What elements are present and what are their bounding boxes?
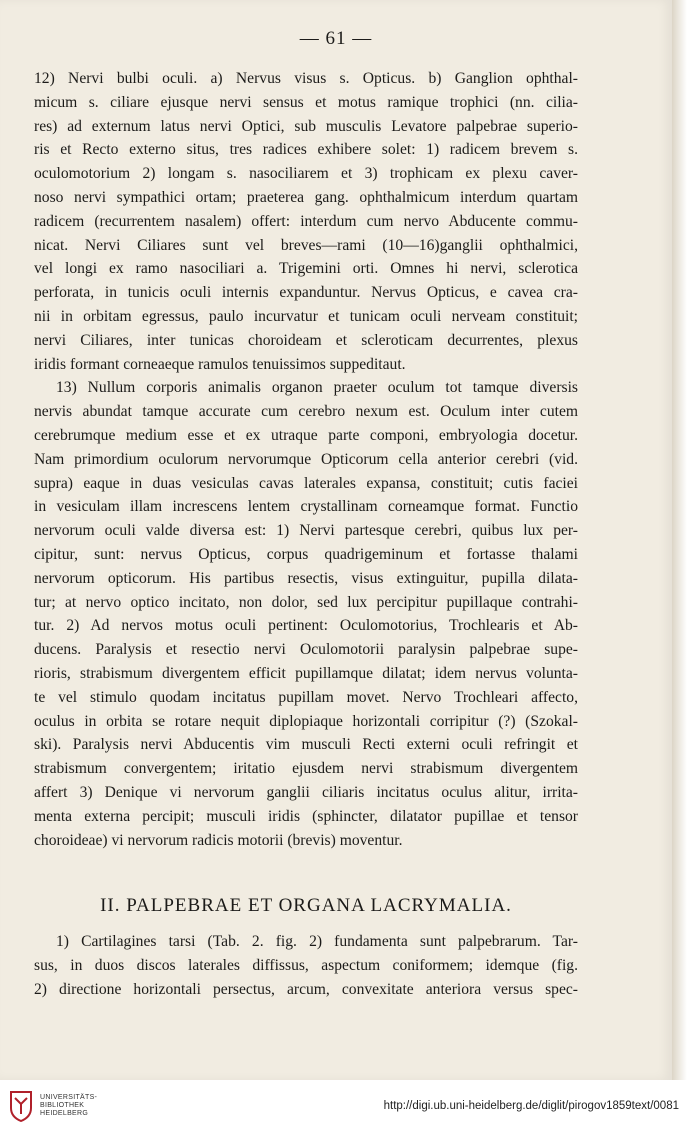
text-line: Nam primordium oculorum nervorumque Opticorum cella anterior cerebri (vid. bbox=[34, 450, 578, 468]
page-edge bbox=[672, 0, 687, 1080]
library-seal-icon bbox=[8, 1090, 34, 1122]
text-line: vel longi ex ramo nasociliari a. Trigemini orti. Omnes hi nervi, sclerotica bbox=[34, 260, 578, 278]
text-line: sus, in duos discos laterales diffissus, aspectum coniformem; idemque (fig. bbox=[34, 956, 578, 974]
text-line: nicat. Nervi Ciliares sunt vel breves—rami (10—16)ganglii ophthalmici, bbox=[34, 236, 578, 254]
text-line: cerebrumque medium esse et ex utraque parte componi, embryologia docetur. bbox=[34, 426, 578, 444]
text-line: rioris, strabismum divergentem efficit pupillamque dilatat; idem nervus volunta- bbox=[34, 664, 578, 682]
text-line: 12) Nervi bulbi oculi. a) Nervus visus s. Opticus. b) Ganglion ophthal- bbox=[34, 70, 578, 87]
text-line: radicem (recurrentem nasalem) offert: interdum cum nervo Abducente commu- bbox=[34, 212, 578, 230]
text-line: ducens. Paralysis et resectio nervi Oculomotorii paralysin palpebrae supe- bbox=[34, 641, 578, 659]
text-line: res) ad externum latus nervi Optici, sub musculis Levatore palpebrae superio- bbox=[34, 117, 578, 135]
text-line: oculomotorium 2) longam s. nasociliarem et 3) trophicam ex plexu caver- bbox=[34, 165, 578, 183]
text-line: supra) eaque in duas vesiculas cavas laterales expansa, constituit; cutis faciei bbox=[34, 474, 578, 492]
text-line: in vesiculam illam increscens lentem crystallinam corneamque format. Functio bbox=[34, 498, 578, 516]
text-line: nervorum opticorum. His partibus resectis, visus extinguitur, pupilla dilata- bbox=[34, 569, 578, 587]
text-line: nervis abundat tamque accurate cum cerebro nexum est. Oculum inter cutem bbox=[34, 403, 578, 421]
footer-bar bbox=[0, 1080, 687, 1134]
text-line: tur; at nervo optico incitato, non dolor, sed lux percipitur pupillaque contrahi- bbox=[34, 593, 578, 611]
text-line: strabismum convergentem; iritatio ejusdem nervi strabismum divergentem bbox=[34, 760, 578, 778]
text-line: nervi Ciliares, inter tunicas choroideam et scleroticam decurrentes, plexus bbox=[34, 331, 578, 349]
library-name bbox=[40, 1094, 97, 1118]
logo-line: UNIVERSITÄTS- bbox=[40, 1094, 98, 1101]
text-line: 1) Cartilagines tarsi (Tab. 2. fig. 2) fundamenta sunt palpebrarum. Tar- bbox=[56, 933, 578, 951]
library-logo bbox=[8, 1090, 97, 1122]
text-line: nii in orbitam egressus, paulo incurvatur et tunicam oculi nerveam constituit; bbox=[34, 307, 578, 325]
section-heading: II. PALPEBRAE ET ORGANA LACRYMALIA. bbox=[100, 895, 512, 917]
text-line: 2) directione horizontali persectus, arcum, convexitate anteriora versus spec- bbox=[34, 980, 578, 998]
text-line: ris et Recto externo situs, tres radices exhibere solet: 1) radicem brevem s. bbox=[34, 141, 578, 159]
text-line: ski). Paralysis nervi Abducentis vim musculi Recti externi oculi refringit et bbox=[34, 736, 578, 754]
text-line: te vel stimulo quodam incitatus pupillam movet. Nervo Trochleari affecto, bbox=[34, 688, 578, 706]
text-line: noso nervi sympathici ortam; praeterea gang. ophthalmicum interdum quartam bbox=[34, 188, 578, 206]
text-line: cipitur, sunt: nervus Opticus, corpus quadrigeminum et fortasse thalami bbox=[34, 545, 578, 563]
source-url-link[interactable]: http://digi.ub.uni-heidelberg.de/diglit/pirogov1859text/0081 bbox=[383, 1100, 679, 1112]
text-line: 13) Nullum corporis animalis organon praeter oculum tot tamque diversis bbox=[56, 379, 578, 397]
text-line: menta externa percipit; musculi iridis (sphincter, dilatator pupillae et tensor bbox=[34, 807, 578, 825]
logo-line: BIBLIOTHEK bbox=[40, 1102, 85, 1109]
text-line: choroideae) vi nervorum radicis motorii (brevis) moventur. bbox=[34, 831, 403, 849]
page-number: — 61 — bbox=[299, 28, 373, 49]
text-line: nervorum oculi valde diversa est: 1) Nervi partesque cerebri, quibus lux per- bbox=[34, 522, 578, 540]
text-line: tur. 2) Ad nervos motus oculi pertinent: Oculomotorius, Trochlearis et Ab- bbox=[34, 617, 578, 635]
body-text bbox=[34, 67, 578, 1001]
logo-line: HEIDELBERG bbox=[40, 1110, 89, 1117]
text-line: iridis formant corneaeque ramulos tenuissimos suppeditaut. bbox=[34, 355, 406, 373]
text-line: affert 3) Denique vi nervorum ganglii ciliaris incitatus oculus alitur, irrita- bbox=[34, 783, 578, 801]
text-line: perforata, in tunicis oculi internis expanduntur. Nervus Opticus, e cavea cra- bbox=[34, 284, 578, 302]
text-line: oculus in orbita se rotare nequit diplopiaque horizontali corripitur (?) (Szokal- bbox=[34, 712, 578, 730]
text-line: micum s. ciliare ejusque nervi sensus et motus ramique trophici (nn. cilia- bbox=[34, 93, 578, 111]
